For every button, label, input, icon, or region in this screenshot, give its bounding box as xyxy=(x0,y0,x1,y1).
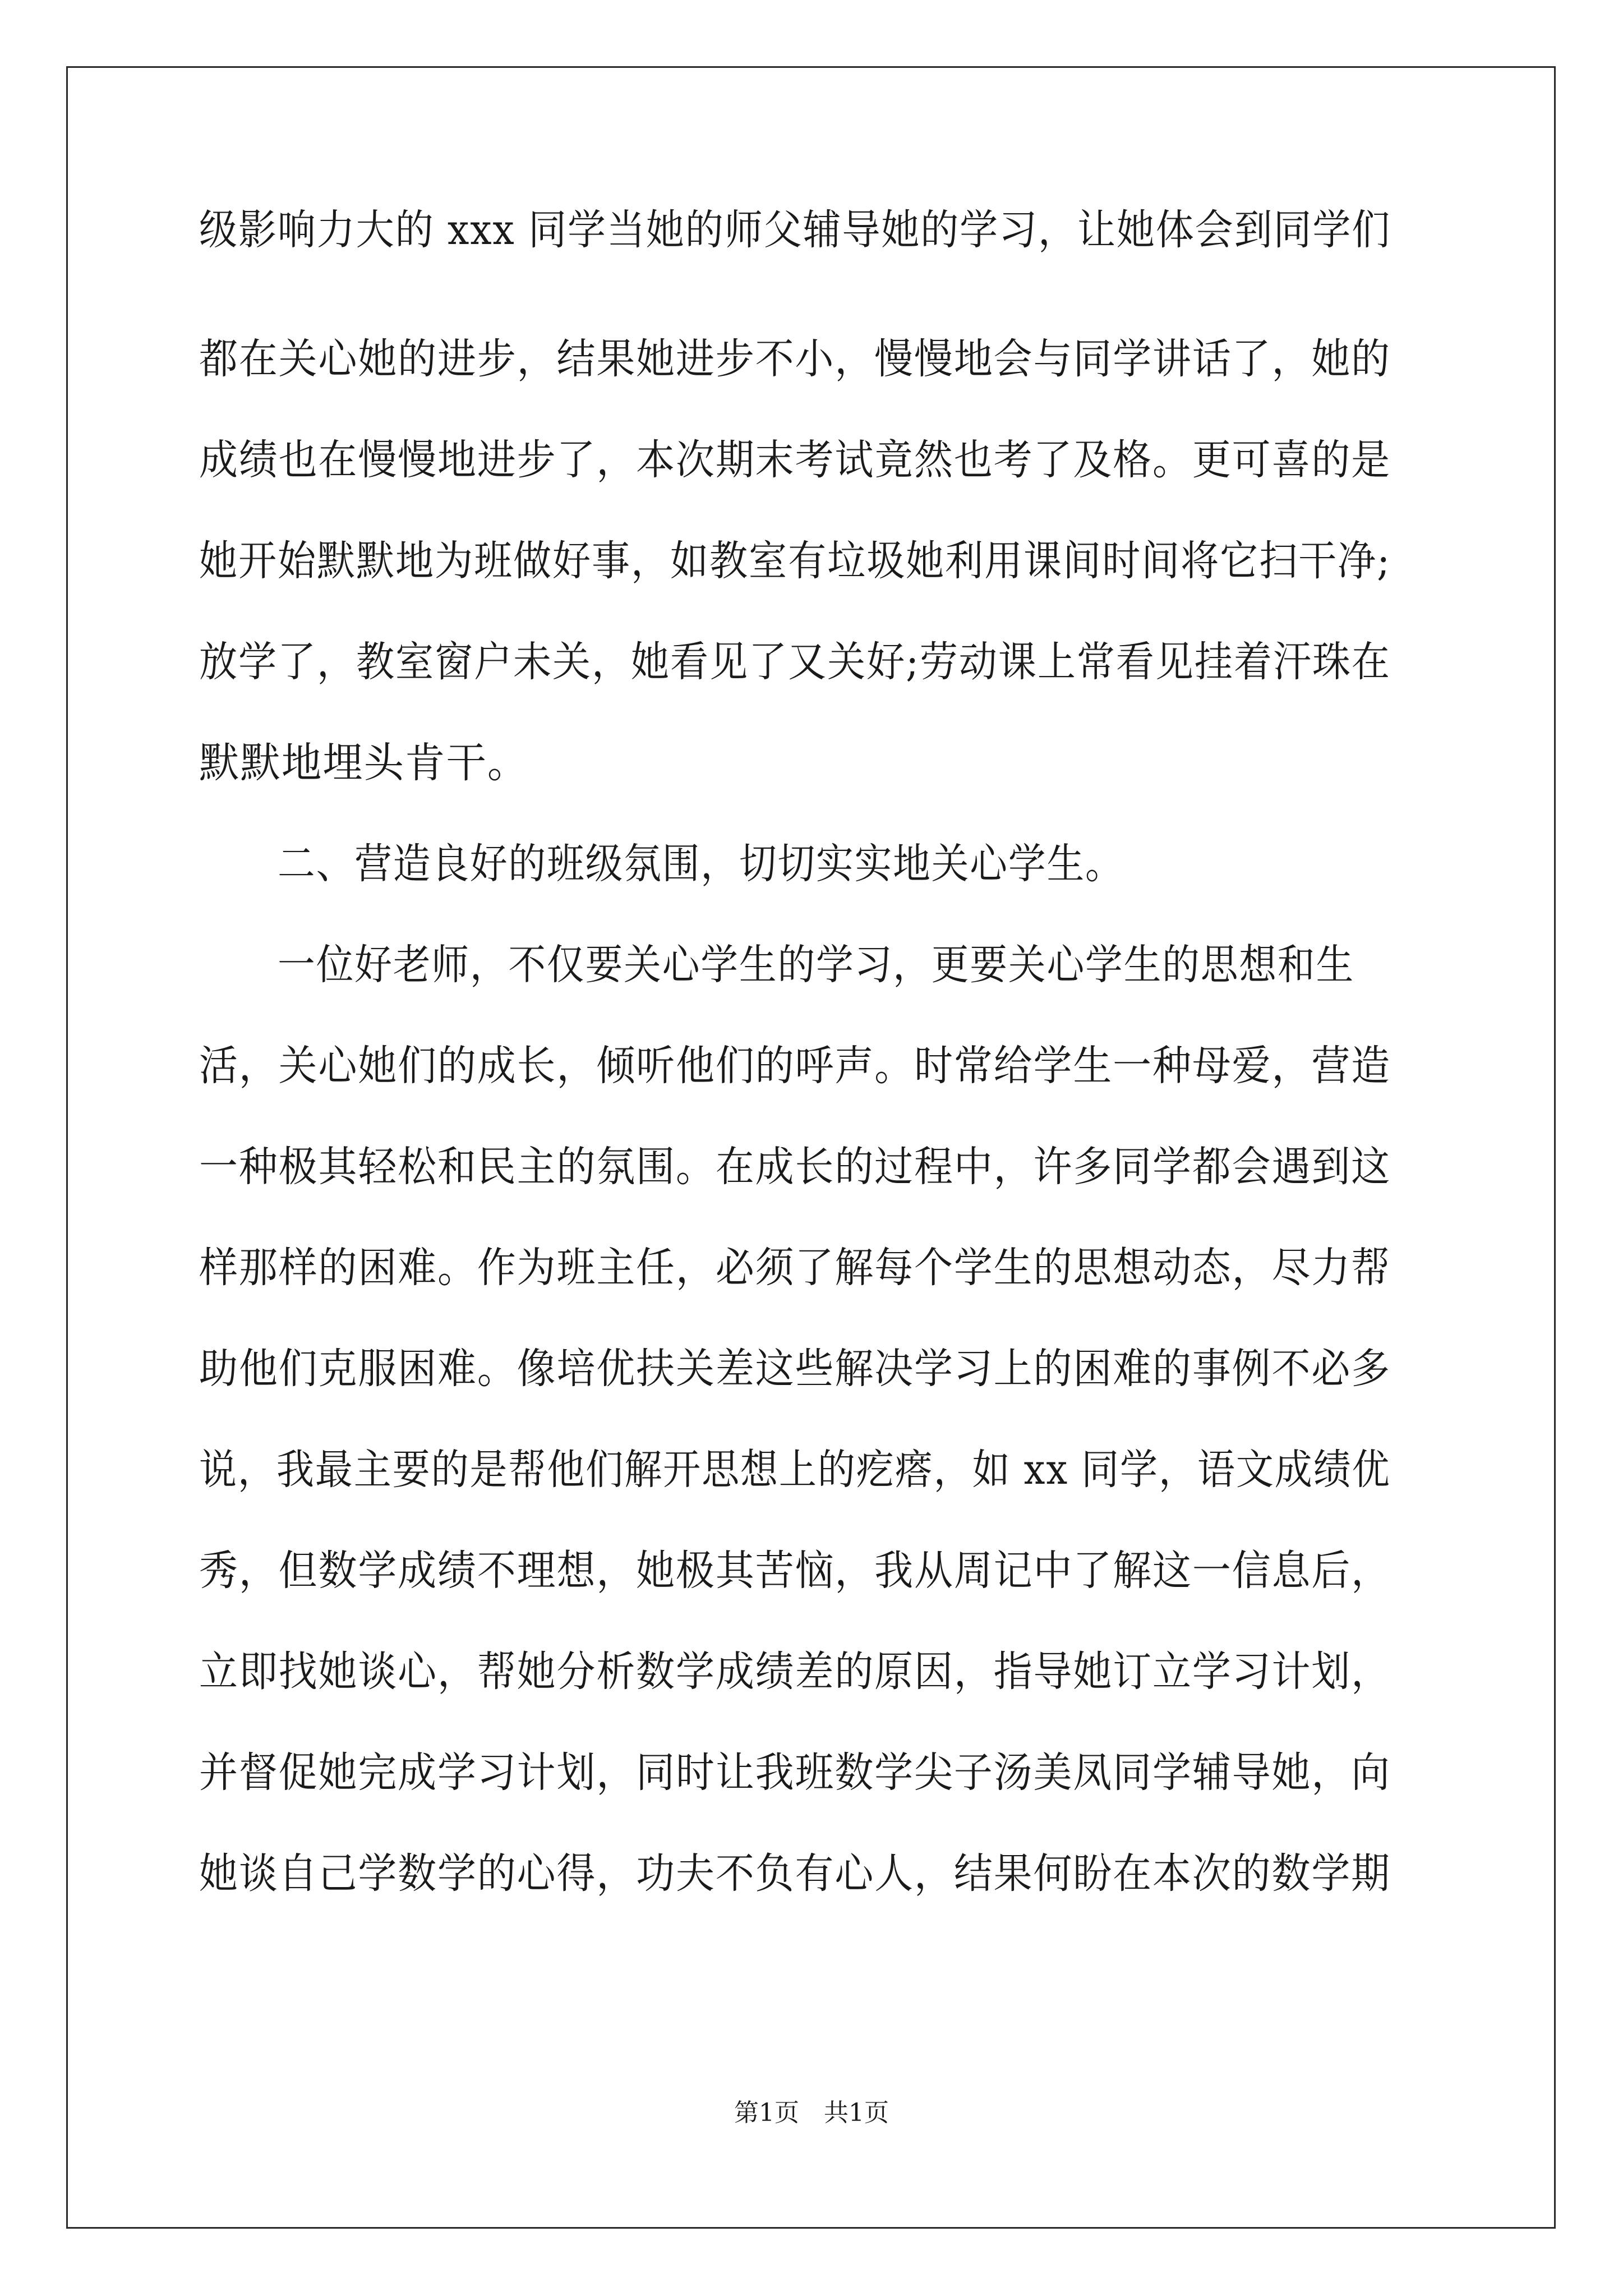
text-line: 秀，但数学成绩不理想，她极其苦恼，我从周记中了解这一信息后， xyxy=(199,1547,1391,1595)
text-line: 助他们克服困难。像培优扶关差这些解决学习上的困难的事例不必多 xyxy=(199,1345,1391,1393)
page-footer: 第1页 共1页 xyxy=(734,2099,889,2127)
text-line: 并督促她完成学习计划，同时让我班数学尖子汤美凤同学辅导她，向 xyxy=(199,1749,1391,1797)
text-line: 她开始默默地为班做好事，如教室有垃圾她利用课间时间将它扫干净; xyxy=(199,537,1391,585)
text-line: 级影响力大的 xxx 同学当她的师父辅导她的学习，让她体会到同学们 xyxy=(199,206,1391,254)
section-heading: 二、营造良好的班级氛围，切切实实地关心学生。 xyxy=(278,840,1124,888)
text-line: 都在关心她的进步，结果她进步不小，慢慢地会与同学讲话了，她的 xyxy=(199,335,1391,383)
text-line: 一位好老师，不仅要关心学生的学习，更要关心学生的思想和生 xyxy=(278,941,1355,989)
text-line: 默默地埋头肯干。 xyxy=(199,739,529,787)
text-line: 她谈自己学数学的心得，功夫不负有心人，结果何盼在本次的数学期 xyxy=(199,1849,1391,1898)
text-line: 成绩也在慢慢地进步了，本次期末考试竟然也考了及格。更可喜的是 xyxy=(199,436,1391,484)
text-line: 立即找她谈心，帮她分析数学成绩差的原因，指导她订立学习计划， xyxy=(199,1648,1391,1696)
text-line: 放学了，教室窗户未关，她看见了又关好;劳动课上常看见挂着汗珠在 xyxy=(199,638,1391,686)
text-line: 活，关心她们的成长，倾听他们的呼声。时常给学生一种母爱，营造 xyxy=(199,1042,1391,1090)
text-line: 样那样的困难。作为班主任，必须了解每个学生的思想动态，尽力帮 xyxy=(199,1244,1391,1292)
text-line: 一种极其轻松和民主的氛围。在成长的过程中，许多同学都会遇到这 xyxy=(199,1143,1391,1191)
text-line: 说，我最主要的是帮他们解开思想上的疙瘩，如 xx 同学，语文成绩优 xyxy=(199,1446,1391,1494)
